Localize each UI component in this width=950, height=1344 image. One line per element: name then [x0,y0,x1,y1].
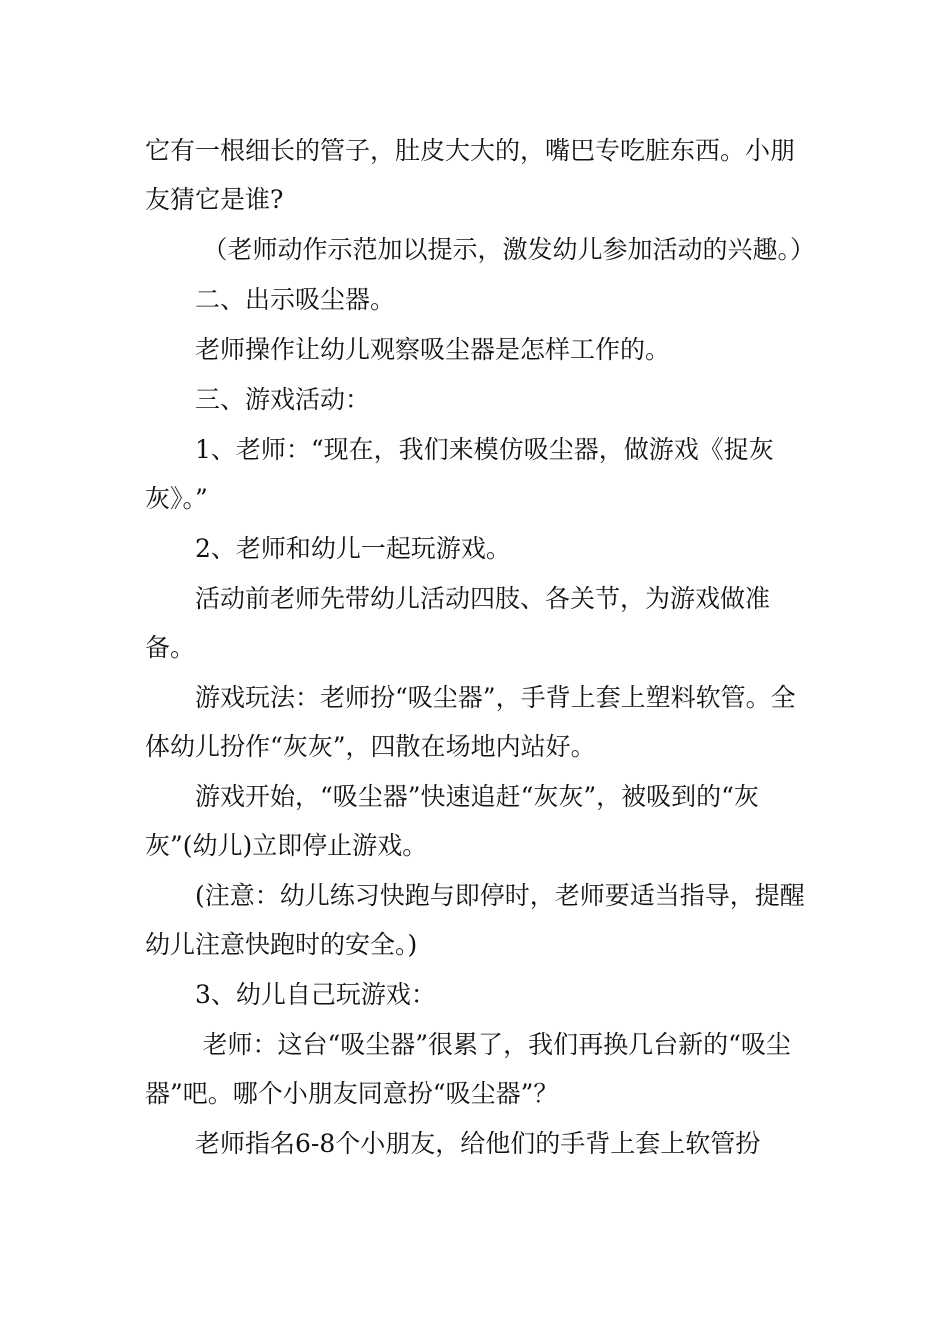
paragraph-12: 3、幼儿自己玩游戏： [195,980,436,1009]
document-body [145,126,816,1169]
paragraph-7: 2、老师和幼儿一起玩游戏。 [195,534,511,563]
paragraph-2: （老师动作示范加以提示，激发幼儿参加活动的兴趣。） [202,235,816,264]
paragraph-14: 老师指名6-8个小朋友，给他们的手背上套上软管扮 [195,1129,761,1158]
paragraph-5: 三、游戏活动： [195,385,371,414]
paragraph-6: 1、老师：“现在，我们来模仿吸尘器，做游戏《捉灰灰》。” [145,435,774,513]
paragraph-9: 游戏玩法：老师扮“吸尘器”，手背上套上塑料软管。全体幼儿扮作“灰灰”，四散在场地内站好。 [145,683,796,761]
paragraph-1: 它有一根细长的管子，肚皮大大的，嘴巴专吃脏东西。小朋友猜它是谁? [145,136,796,214]
paragraph-8: 活动前老师先带幼儿活动四肢、各关节，为游戏做准备。 [145,584,771,662]
paragraph-3: 二、出示吸尘器。 [195,285,396,314]
paragraph-4: 老师操作让幼儿观察吸尘器是怎样工作的。 [195,335,671,364]
paragraph-10: 游戏开始，“吸尘器”快速追赶“灰灰”，被吸到的“灰灰”(幼儿)立即停止游戏。 [145,782,759,860]
paragraph-13: 老师：这台“吸尘器”很累了，我们再换几台新的“吸尘器”吧。哪个小朋友同意扮“吸尘器”？ [145,1030,791,1108]
paragraph-11: (注意：幼儿练习快跑与即停时，老师要适当指导，提醒幼儿注意快跑时的安全。) [145,881,805,959]
